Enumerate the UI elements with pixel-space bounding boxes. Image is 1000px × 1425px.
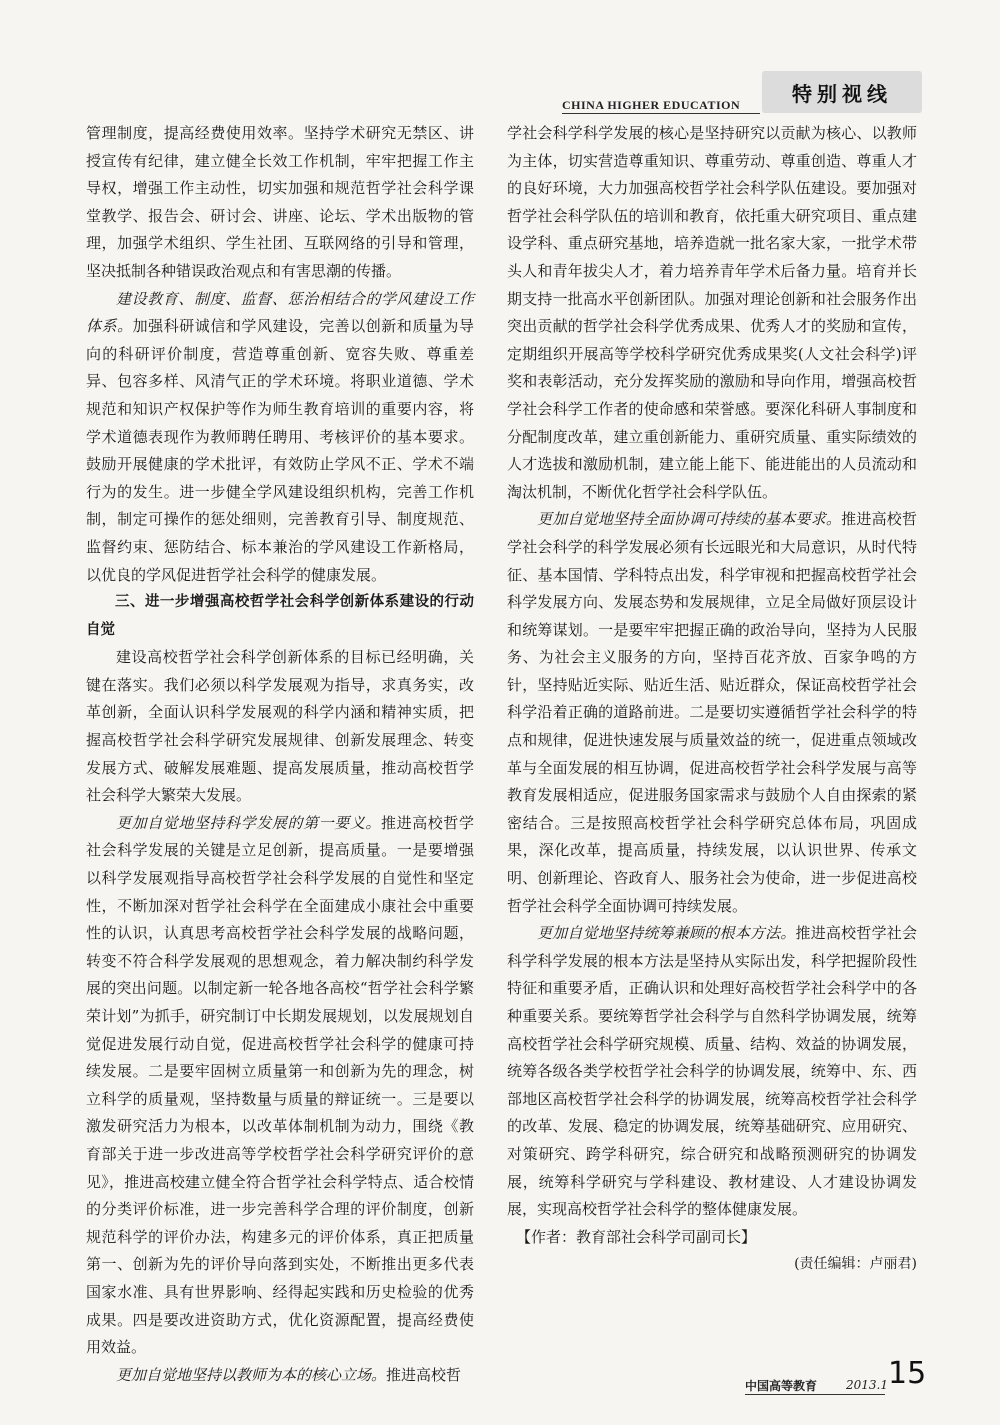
page-number: 15 bbox=[888, 1356, 927, 1391]
paragraph: 管理制度，提高经费使用效率。坚持学术研究无禁区、讲授宣传有纪律，建立健全长效工作机制，牢牢把握工作主导权，增强工作主动性，切实加强和规范哲学社会科学课堂教学、报告会、研讨会、讲座、论坛、学术出版物的管理，加强学术组织、学生社团、互联网络的引导和管理，坚决抵制各种错误政治观点和有害思潮的传播。 bbox=[86, 124, 474, 280]
paragraph bbox=[86, 1362, 474, 1390]
paragraph-text: 推进高校哲 bbox=[386, 1365, 462, 1384]
footer-journal-name: 中国高等教育 bbox=[745, 1379, 818, 1393]
paragraph: 建设高校哲学社会科学创新体系的目标已经明确，关键在落实。我们必须以科学发展观为指导，求真务实，改革创新，全面认识科学发展观的科学内涵和精神实质，把握高校哲学社会科学研究发展规律、创新发展理念、转变发展方式、破解发展难题、提高发展质量，推动高校哲学社会科学大繁荣大发展。 bbox=[86, 648, 474, 805]
right-column bbox=[507, 120, 917, 1279]
paragraph-text: 推进高校哲学社会科学发展的关键是立足创新，提高质量。一是要增强以科学发展观指导高校哲学社会科学发展的自觉性和坚定性，不断加深对哲学社会科学在全面建成小康社会中重要性的认识，认真思考高校哲学社会科学发展的战略问题，转变不符合科学发展观的思想观念，着力解决制约科学发展的突出问题。以制定新一轮各地各高校“哲学社会科学繁荣计划”为抓手，研究制订中长期发展规划，以发展规划自觉促进发展行动自觉，促进高校哲学社会科学的健康可持续发展。二是要牢固树立质量第一和创新为先的理念，树立科学的质量观，坚持数量与质量的辩证统一。三是要以激发研究活力为根本，以改革体制机制为动力，围绕《教育部关于进一步改进高等学校哲学社会科学研究评价的意见》，推进高校建立健全符合哲学社会科学特点、适合校情的分类评价标准，进一步完善科学合理的评价制度，创新规范科学的评价办法，构建多元的评价体系，真正把质量第一、创新为先的评价导向落到实处，不断推出更多代表国家水准、具有世界影响、经得起实践和历史检验的优秀成果。四是要改进资助方式，优化资源配置，提高经费使用效益。 bbox=[86, 813, 474, 1357]
paragraph-text: 加强科研诚信和学风建设，完善以创新和质量为导向的科研评价制度，营造尊重创新、宽容失败、尊重差异、包容多样、风清气正的学术环境。将职业道德、学术规范和知识产权保护等作为师生教育培训的重要内容，将学术道德表现作为教师聘任聘用、考核评价的基本要求。鼓励开展健康的学术批评，有效防止学风不正、学术不端行为的发生。进一步健全学风建设组织机构，完善工作机制，制定可操作的惩处细则，完善教育引导、制度规范、监督约束、惩防结合、标本兼治的学风建设工作新格局，以优良的学风促进哲学社会科学的健康发展。 bbox=[86, 317, 474, 584]
paragraph-lead: 更加自觉地坚持科学发展的第一要义。 bbox=[116, 813, 382, 832]
footer-issue-date: 2013.1 bbox=[846, 1378, 888, 1392]
header-rule bbox=[562, 113, 760, 114]
left-column bbox=[86, 120, 474, 1389]
paragraph: 学社会科学科学发展的核心是坚持研究以贡献为核心、以教师为主体，切实营造尊重知识、尊重劳动、尊重创造、尊重人才的良好环境，大力加强高校哲学社会科学队伍建设。要加强对哲学社会科学队伍的培训和教育，依托重大研究项目、重点建设学科、重点研究基地，培养造就一批名家大家，一批学术带头人和青年拔尖人才，着力培养青年学术后备力量。培育并长期支持一批高水平创新团队。加强对理论创新和社会服务作出突出贡献的哲学社会科学优秀成果、优秀人才的奖励和宣传，定期组织开展高等学校科学研究优秀成果奖(人文社会科学)评奖和表彰活动，充分发挥奖励的激励和导向作用，增强高校哲学社会科学工作者的使命感和荣誉感。要深化科研人事制度和分配制度改革，建立重创新能力、重研究质量、重实际绩效的人才选拔和激励机制，建立能上能下、能进能出的人员流动和淘汰机制，不断优化哲学社会科学队伍。 bbox=[507, 124, 917, 501]
paragraph-text: 推进高校哲学社会科学科学发展的根本方法是坚持从实际出发，科学把握阶段性特征和重要矛盾，正确认识和处理好高校哲学社会科学中的各种重要关系。要统筹哲学社会科学与自然科学协调发展，统筹高校哲学社会科学研究规模、质量、结构、效益的协调发展，统筹各级各类学校哲学社会科学的协调发展，统筹中、东、西部地区高校哲学社会科学的协调发展，统筹高校哲学社会科学的改革、发展、稳定的协调发展，统筹基础研究、应用研究、对策研究、跨学科研究，综合研究和战略预测研究的协调发展，统筹科学研究与学科建设、教材建设、人才建设协调发展，实现高校哲学社会科学的整体健康发展。 bbox=[507, 924, 917, 1219]
section-heading: 三、进一步增强高校哲学社会科学创新体系建设的行动自觉 bbox=[86, 594, 474, 638]
paragraph-lead: 建设教育、制度、监督、惩治相结合的学风建设工作体系。 bbox=[86, 289, 474, 336]
footer-rule bbox=[745, 1394, 885, 1395]
section-tag: 特别视线 bbox=[762, 71, 922, 113]
paragraph-lead: 更加自觉地坚持全面协调可持续的基本要求。 bbox=[537, 510, 842, 529]
editor-note: (责任编辑：卢丽君) bbox=[794, 1256, 917, 1273]
paragraph-text: 推进高校哲学社会科学的科学发展必须有长远眼光和大局意识，从时代特征、基本国情、学科特点出发，科学审视和把握高校哲学社会科学发展方向、发展态势和发展规律，立足全局做好顶层设计和统筹谋划。一是要牢牢把握正确的政治导向，坚持为人民服务、为社会主义服务的方向，坚持百花齐放、百家争鸣的方针，坚持贴近实际、贴近生活、贴近群众，保证高校哲学社会科学沿着正确的道路前进。二是要切实遵循哲学社会科学的特点和规律，促进快速发展与质量效益的统一，促进重点领域改革与全面发展的相互协调，促进高校哲学社会科学发展与高等教育发展相适应，促进服务国家需求与鼓励个人自由探索的紧密结合。三是按照高校哲学社会科学研究总体布局，巩固成果，深化改革，提高质量，持续发展，以认识世界、传承文明、创新理论、咨政育人、服务社会为使命，进一步促进高校哲学社会科学全面协调可持续发展。 bbox=[507, 510, 917, 915]
header-journal-english: CHINA HIGHER EDUCATION bbox=[562, 98, 741, 112]
author-note: 【作者：教育部社会科学司副司长】 bbox=[516, 1227, 757, 1246]
paragraph bbox=[507, 506, 917, 920]
paragraph bbox=[507, 920, 917, 1224]
paragraph-lead: 更加自觉地坚持统筹兼顾的根本方法。 bbox=[537, 924, 796, 943]
paragraph-lead: 更加自觉地坚持以教师为本的核心立场。 bbox=[116, 1365, 387, 1384]
paragraph bbox=[86, 286, 474, 590]
paragraph bbox=[86, 810, 474, 1362]
